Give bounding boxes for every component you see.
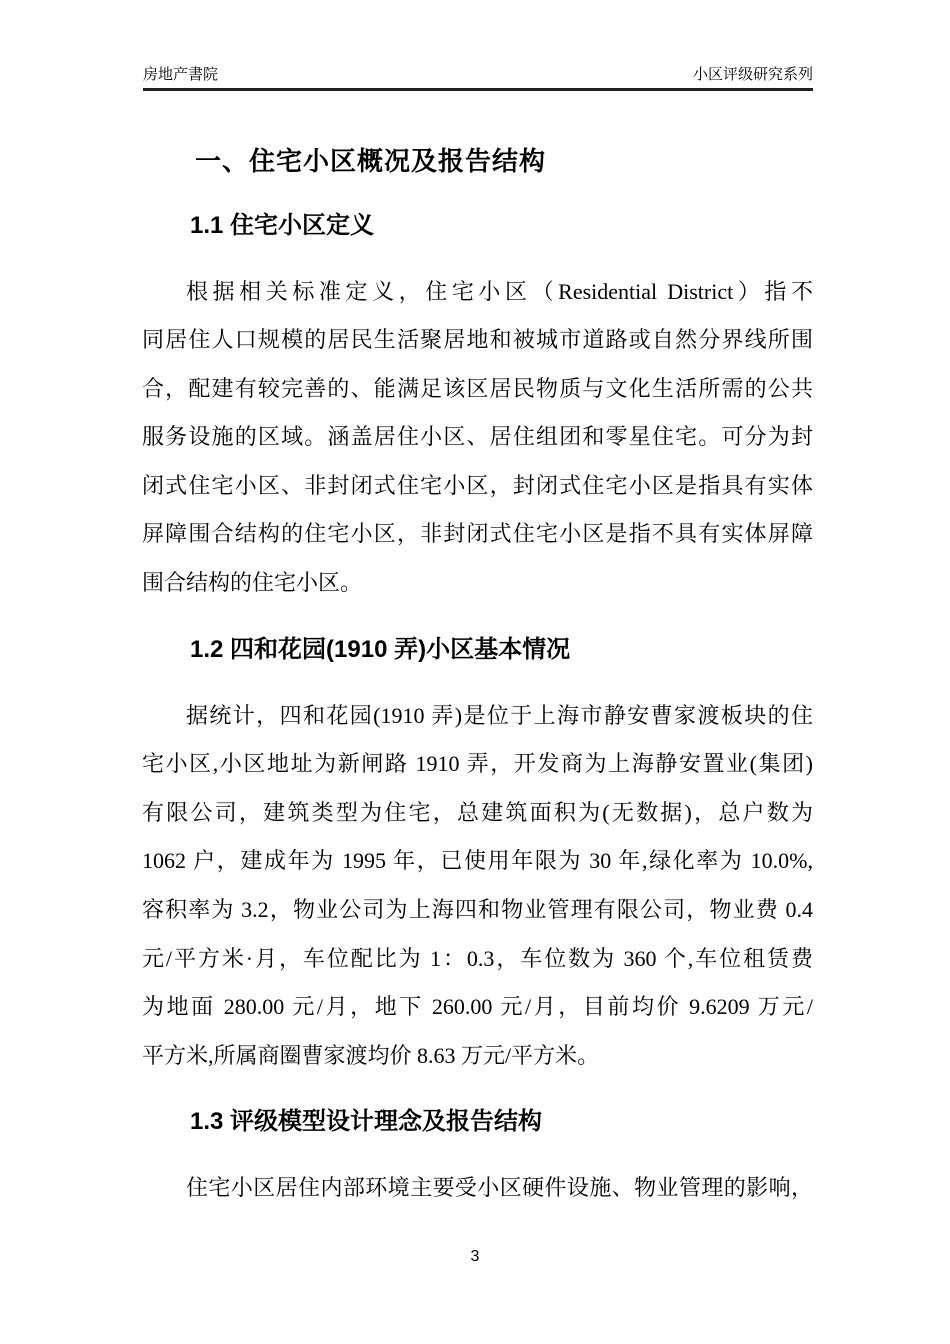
header-rule [143,88,813,91]
paragraph [142,692,813,1081]
paragraph [142,268,813,608]
text-line: 闭式住宅小区、非封闭式住宅小区，封闭式住宅小区是指具有实体 [142,472,813,498]
page-number: 3 [470,1248,480,1265]
document-body [0,211,950,1214]
text-line: 宅小区,小区地址为新闸路 1910 弄，开发商为上海静安置业(集团) [142,751,813,777]
text-line: 合，配建有较完善的、能满足该区居民物质与文化生活所需的公共 [142,375,813,401]
paragraph [142,1164,813,1213]
text-line: 服务设施的区域。涵盖居住小区、居住组团和零星住宅。可分为封 [142,424,813,450]
page-header [143,0,813,91]
section-heading-3: 1.3 评级模型设计理念及报告结构 [190,1108,543,1136]
text-line: 平方米,所属商圈曹家渡均价 8.63 万元/平方米。 [142,1042,600,1068]
page-footer [0,1248,950,1266]
text-line: 同居住人口规模的居民生活聚居地和被城市道路或自然分界线所围 [142,327,813,353]
text-line: 住宅小区居住内部环境主要受小区硬件设施、物业管理的影响， [186,1175,813,1201]
text-line: 据统计，四和花园(1910 弄)是位于上海市静安曹家渡板块的住 [186,702,813,728]
header-right-text: 小区评级研究系列 [692,66,813,83]
text-line: 围合结构的住宅小区。 [142,570,363,596]
section-heading-1: 1.1 住宅小区定义 [190,211,375,239]
text-line: 1062 户，建成年为 1995 年，已使用年限为 30 年,绿化率为 10.0%, [142,848,813,874]
text-line: 元/平方米·月，车位配比为 1：0.3，车位数为 360 个,车位租赁费 [142,945,813,971]
text-line: 屏障围合结构的住宅小区，非封闭式住宅小区是指不具有实体屏障 [142,521,813,547]
text-line: 根据相关标准定义，住宅小区（Residential District）指不 [186,278,813,304]
header-left-text: 房地产書院 [143,66,219,83]
text-line: 容积率为 3.2，物业公司为上海四和物业管理有限公司，物业费 0.4 [142,897,813,923]
chapter-title: 一、住宅小区概况及报告结构 [195,145,547,176]
text-line: 为地面 280.00 元/月，地下 260.00 元/月，目前均价 9.6209 万元/ [142,994,813,1020]
text-line: 有限公司，建筑类型为住宅，总建筑面积为(无数据)，总户数为 [142,799,813,825]
section-heading-2: 1.2 四和花园(1910 弄)小区基本情况 [190,635,571,663]
